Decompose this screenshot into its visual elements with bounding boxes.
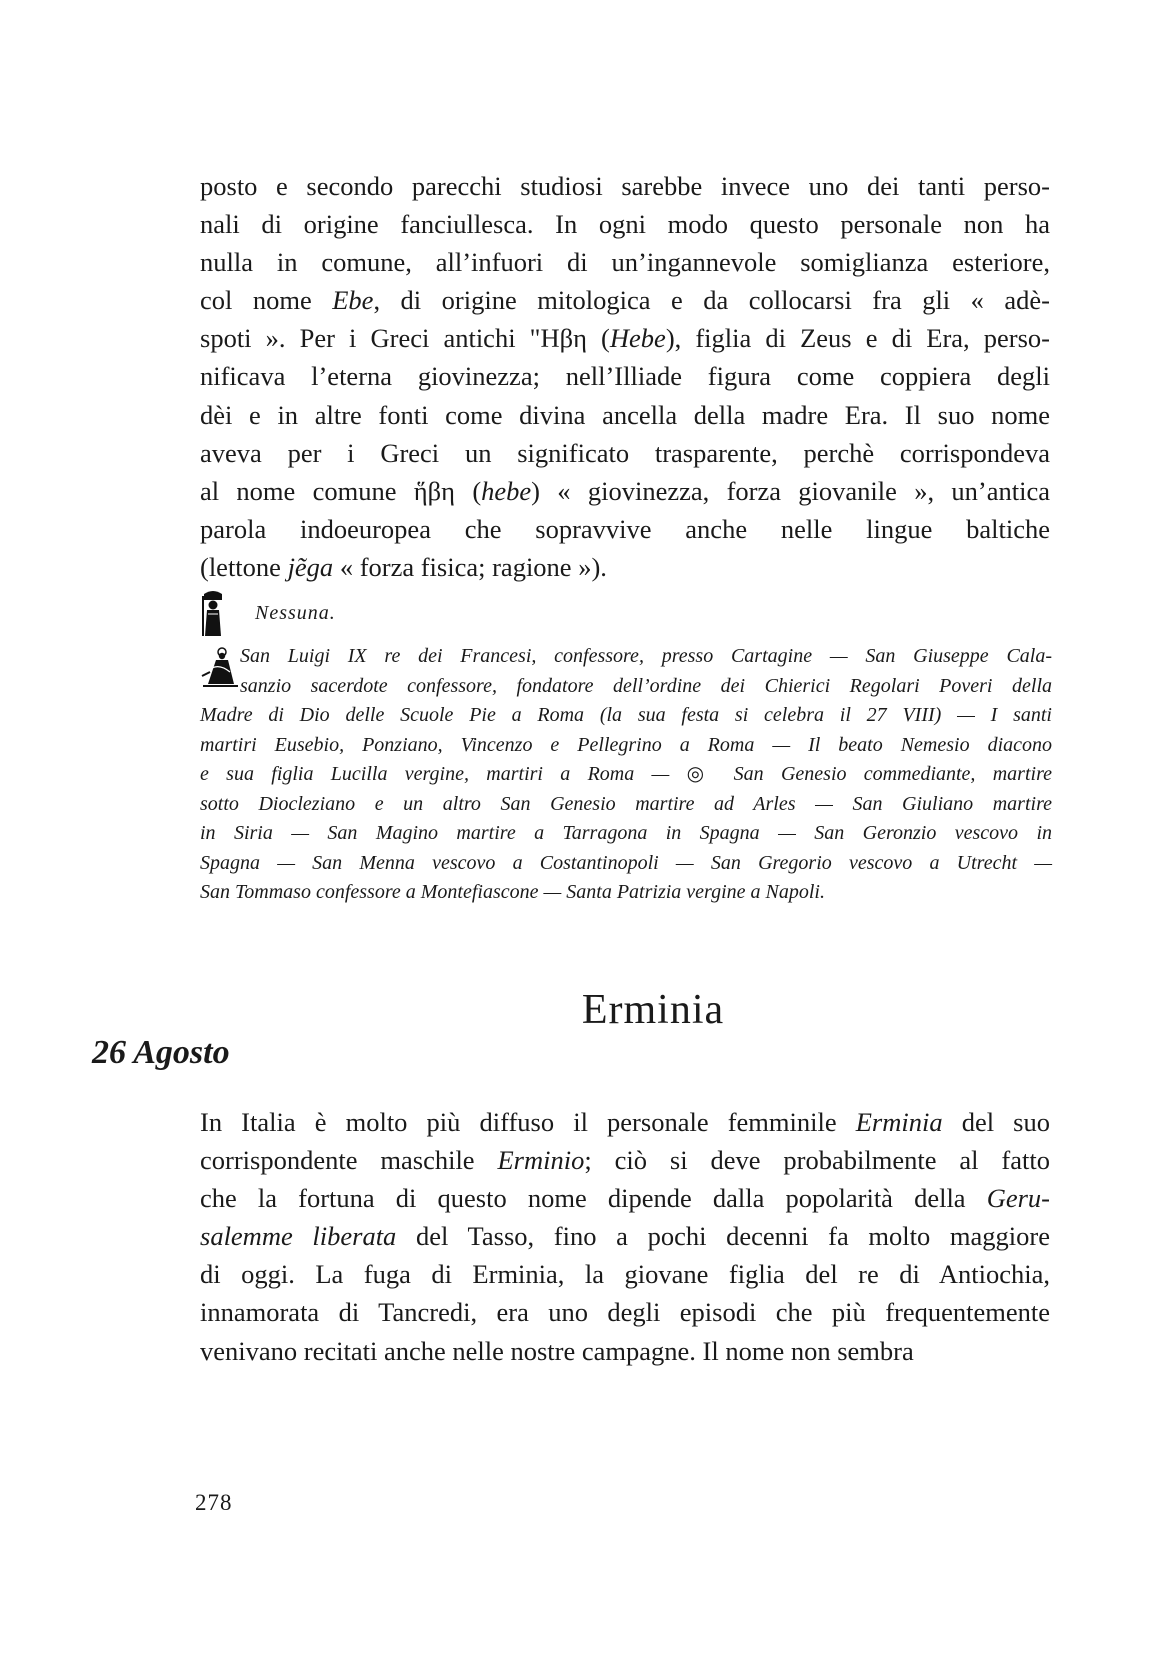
text-line (200, 1103, 1050, 1141)
text-run: nificava l’eterna giovinezza; nell’Illiade figura come coppiera degli (200, 361, 1050, 392)
text-run: corrispondente maschile (200, 1145, 498, 1176)
section-title: Erminia (581, 987, 725, 1033)
text-line (200, 1141, 1050, 1179)
text-run: di oggi. La fuga di Erminia, la giovane figlia del re di Antiochia, (200, 1259, 1050, 1290)
italic-term: Ebe (332, 285, 374, 316)
text-line (200, 1332, 1050, 1370)
text-run: ; ciò si deve probabilmente al fatto (584, 1145, 1050, 1176)
saints-line: San Luigi IX re dei Francesi, confessore, presso Cartagine — San Giuseppe Cala- (240, 645, 1052, 667)
italic-term: Geru- (986, 1183, 1050, 1214)
italic-term: salemme liberata (200, 1221, 397, 1252)
italic-term: jẽga (287, 551, 334, 582)
text-line (200, 1255, 1050, 1293)
saints-line: Madre di Dio delle Scuole Pie a Roma (la sua festa si celebra il 27 VIII) — I santi (200, 704, 1052, 726)
saints-line: San Tommaso confessore a Montefiascone — Santa Patrizia vergine a Napoli. (200, 881, 825, 903)
text-run: ) « giovinezza, forza giovanile », un’antica (531, 475, 1050, 506)
text-line (200, 548, 1050, 586)
body-paragraph-erminia (200, 1103, 1050, 1370)
text-run: aveva per i Greci un significato trasparente, perchè corrispondeva (200, 437, 1050, 468)
text-line (200, 1293, 1050, 1331)
text-run: , di origine mitologica e da collocarsi fra gli « adè- (373, 285, 1051, 316)
italic-term: Hebe (609, 323, 666, 354)
text-run: posto e secondo parecchi studiosi sarebbe invece uno dei tanti perso- (200, 171, 1050, 201)
text-run: venivano recitati anche nelle nostre campagne. Il nome non sembra (200, 1335, 914, 1366)
text-line (200, 434, 1050, 472)
text-line (200, 167, 1050, 205)
text-run: « forza fisica; ragione »). (333, 551, 607, 582)
italic-term: Erminia (855, 1107, 943, 1137)
saints-line: Spagna — San Menna vescovo a Costantinopoli — San Gregorio vescovo a Utrecht — (200, 851, 1052, 874)
text-line (200, 1217, 1050, 1255)
text-run: ), figlia di Zeus e di Era, perso- (665, 323, 1051, 354)
text-run: parola indoeuropea che sopravvive anche nelle lingue baltiche (200, 513, 1050, 544)
text-line (200, 243, 1050, 281)
feast-date: 26 Agosto (92, 1034, 230, 1071)
martyrs-text: Nessuna. (255, 602, 336, 624)
text-line (200, 357, 1050, 395)
italic-term: hebe (481, 475, 532, 506)
text-run: col nome (200, 285, 333, 316)
text-run: nali di origine fanciullesca. In ogni modo questo personale non ha (200, 209, 1050, 240)
saints-line: e sua figlia Lucilla vergine, martiri a Roma — ◎ San Genesio commediante, martire (200, 763, 1052, 785)
text-line (200, 205, 1050, 243)
martyrs-row (200, 590, 600, 640)
text-line (200, 472, 1050, 510)
text-line (200, 281, 1050, 319)
text-run: del Tasso, fino a pochi decenni fa molto maggiore (396, 1221, 1051, 1252)
text-run: del suo (942, 1107, 1050, 1137)
text-run: innamorata di Tancredi, era uno degli episodi che più frequentemente (200, 1297, 1050, 1328)
martyr-figure-icon (200, 590, 226, 640)
saints-line: sanzio sacerdote confessore, fondatore dell’ordine dei Chierici Regolari Poveri della (240, 674, 1052, 697)
text-run: In Italia è molto più diffuso il personale femminile (200, 1107, 856, 1137)
text-run: dèi e in altre fonti come divina ancella della madre Era. Il suo nome (200, 399, 1050, 430)
text-run: (lettone (200, 551, 288, 582)
saints-line: martiri Eusebio, Ponziano, Vincenzo e Pellegrino a Roma — Il beato Nemesio diacono (200, 733, 1052, 756)
page-number: 278 (195, 1490, 233, 1515)
text-run: spoti ». Per i Greci antichi "Ηβη ( (200, 323, 610, 354)
body-paragraph-ebe (200, 167, 1050, 586)
text-run: nulla in comune, all’infuori di un’ingannevole somiglianza esteriore, (200, 247, 1050, 278)
saints-list (200, 642, 1052, 908)
text-line (200, 1179, 1050, 1217)
text-run: che la fortuna di questo nome dipende dalla popolarità della (200, 1183, 987, 1214)
text-run: al nome comune ἥβη ( (200, 475, 482, 506)
text-line (200, 396, 1050, 434)
saints-line: sotto Diocleziano e un altro San Genesio martire ad Arles — San Giuliano martire (200, 792, 1052, 815)
saints-line: in Siria — San Magino martire a Tarragona in Spagna — San Geronzio vescovo in (200, 822, 1052, 844)
text-line (200, 510, 1050, 548)
text-line (200, 319, 1050, 357)
italic-term: Erminio (497, 1145, 585, 1176)
